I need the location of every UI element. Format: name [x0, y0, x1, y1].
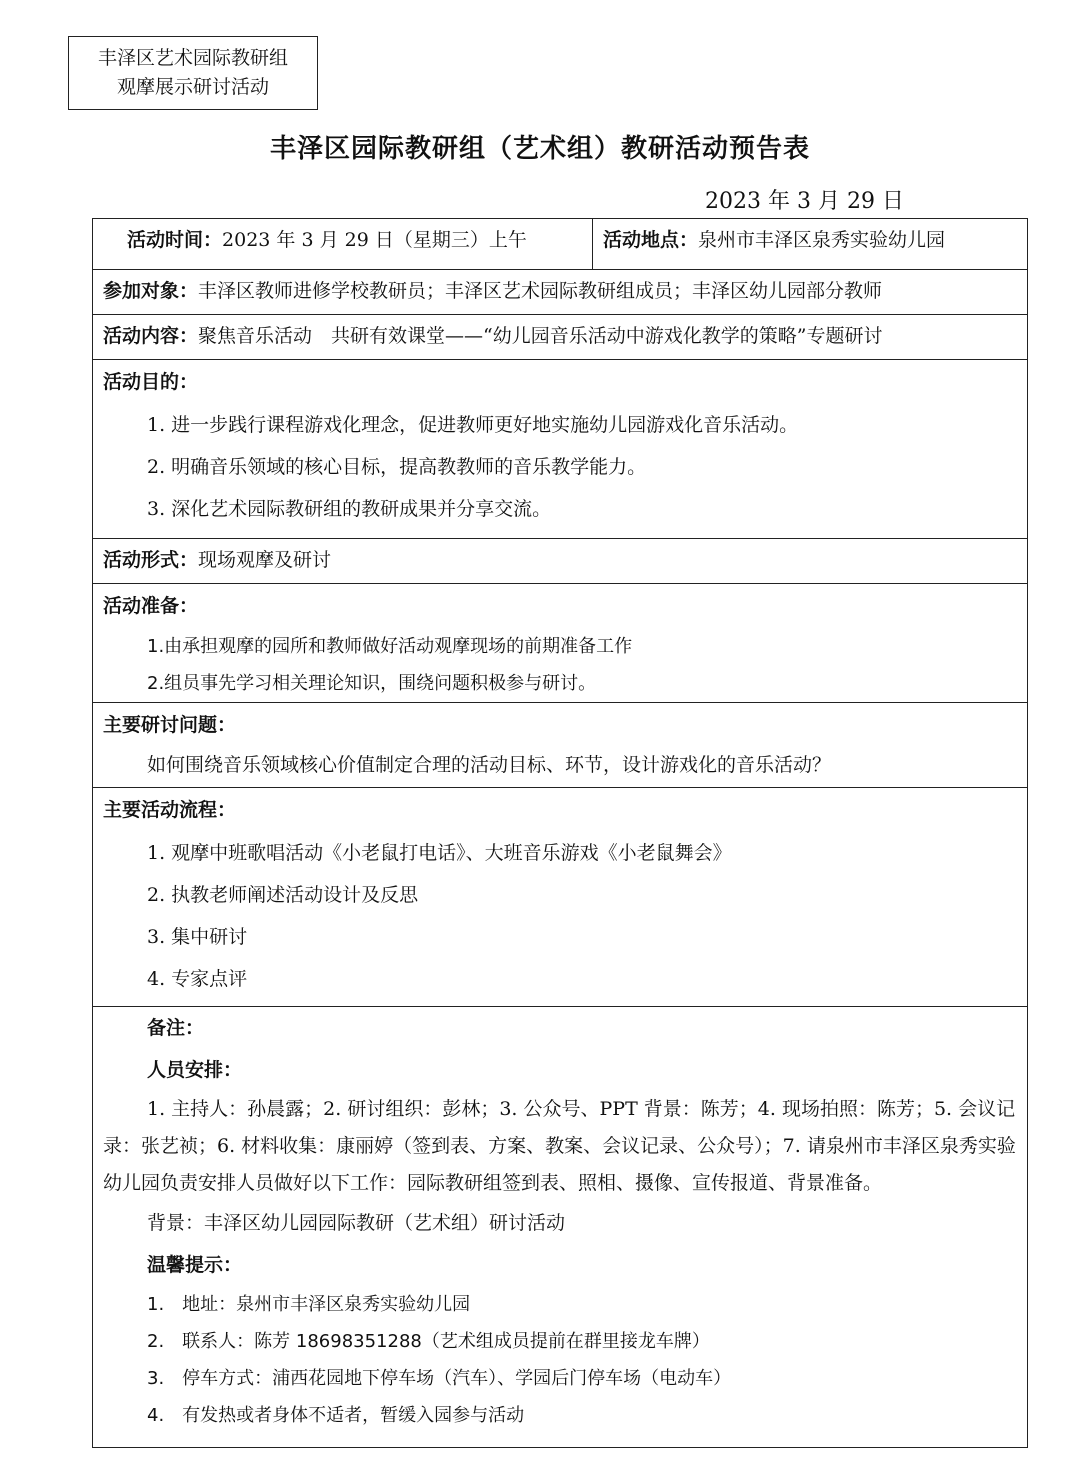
tips-label: 温馨提示： — [147, 1254, 243, 1276]
activity-place-value: 泉州市丰泽区泉秀实验幼儿园 — [698, 229, 946, 251]
purpose-item-2: 2. 明确音乐领域的核心目标，提高教教师的音乐教学能力。 — [147, 456, 647, 478]
time-place-row — [93, 219, 1028, 270]
form-row — [93, 539, 1028, 584]
issue-cell — [93, 703, 1028, 788]
form-label: 活动形式： — [103, 549, 199, 571]
activity-place-label: 活动地点： — [603, 229, 699, 251]
purpose-item-1: 1. 进一步践行课程游戏化理念，促进教师更好地实施幼儿园游戏化音乐活动。 — [147, 414, 799, 436]
prep-label: 活动准备： — [103, 595, 199, 617]
prep-item-1: 1.由承担观摩的园所和教师做好活动观摩现场的前期准备工作 — [147, 636, 633, 657]
form-cell — [93, 539, 1028, 584]
issue-value: 如何围绕音乐领域核心价值制定合理的活动目标、环节，设计游戏化的音乐活动？ — [147, 754, 832, 776]
document-title: 丰泽区园际教研组（艺术组）教研活动预告表 — [269, 134, 810, 164]
issue-row — [93, 703, 1028, 788]
flow-label: 主要活动流程： — [103, 799, 237, 821]
tip-item-4: 4. 有发热或者身体不适者，暂缓入园参与活动 — [147, 1405, 525, 1426]
purpose-label: 活动目的： — [103, 371, 199, 393]
activity-time-cell — [93, 219, 593, 270]
participants-value: 丰泽区教师进修学校教研员；丰泽区艺术园际教研组成员；丰泽区幼儿园部分教师 — [198, 280, 883, 302]
flow-row — [93, 788, 1028, 1007]
tip-item-2: 2. 联系人：陈芳 18698351288（艺术组成员提前在群里接龙车牌） — [147, 1331, 710, 1352]
content-row — [93, 315, 1028, 360]
prep-item-2: 2.组员事先学习相关理论知识，围绕问题积极参与研讨。 — [147, 673, 597, 694]
content-label: 活动内容： — [103, 325, 199, 347]
prep-row — [93, 584, 1028, 703]
flow-item-3: 3. 集中研讨 — [147, 926, 248, 948]
tip-item-1: 1. 地址：泉州市丰泽区泉秀实验幼儿园 — [147, 1294, 471, 1315]
background-text: 背景：丰泽区幼儿园园际教研（艺术组）研讨活动 — [147, 1212, 566, 1234]
staff-arrangement: 1. 主持人：孙晨露；2. 研讨组织：彭林；3. 公众号、PPT 背景：陈芳；4. 现场拍照：陈芳；5. 会议记录：张艺祯；6. 材料收集：康丽婷（签到表、方案、教案、会议记录、公众号）；7. 请泉州市丰泽区泉秀实验幼儿园负责安排人员做好以下工作：园际教研组签到表、照相、摄像、宣传报道、背景准备。 — [103, 1098, 1016, 1194]
flow-item-2: 2. 执教老师阐述活动设计及反思 — [147, 884, 419, 906]
participants-cell — [93, 270, 1028, 315]
purpose-row — [93, 360, 1028, 539]
flow-item-4: 4. 专家点评 — [147, 968, 248, 990]
activity-place-cell — [593, 219, 1028, 270]
activity-tag-box — [68, 36, 318, 110]
content-value: 聚焦音乐活动 共研有效课堂——“幼儿园音乐活动中游戏化教学的策略”专题研讨 — [198, 325, 883, 347]
prep-cell — [93, 584, 1028, 703]
purpose-cell — [93, 360, 1028, 539]
content-cell — [93, 315, 1028, 360]
activity-tag-line-1: 丰泽区艺术园际教研组 — [97, 47, 288, 69]
notes-cell — [93, 1007, 1028, 1448]
flow-item-1: 1. 观摩中班歌唱活动《小老鼠打电话》、大班音乐游戏《小老鼠舞会》 — [147, 842, 732, 864]
notes-row — [93, 1007, 1028, 1448]
activity-time-value: 2023 年 3 月 29 日（星期三）上午 — [222, 229, 527, 251]
form-value: 现场观摩及研讨 — [198, 549, 332, 571]
participants-row — [93, 270, 1028, 315]
activity-plan-table — [92, 218, 1028, 1448]
activity-tag-line-2: 观摩展示研讨活动 — [116, 76, 269, 98]
participants-label: 参加对象： — [103, 280, 199, 302]
purpose-item-3: 3. 深化艺术园际教研组的教研成果并分享交流。 — [147, 498, 552, 520]
flow-cell — [93, 788, 1028, 1007]
issue-label: 主要研讨问题： — [103, 714, 237, 736]
staff-label: 人员安排： — [147, 1059, 243, 1081]
document-date: 2023 年 3 月 29 日 — [705, 189, 904, 214]
activity-time-label: 活动时间： — [127, 229, 223, 251]
tip-item-3: 3. 停车方式：浦西花园地下停车场（汽车）、学园后门停车场（电动车） — [147, 1368, 732, 1389]
notes-label: 备注： — [147, 1017, 205, 1039]
